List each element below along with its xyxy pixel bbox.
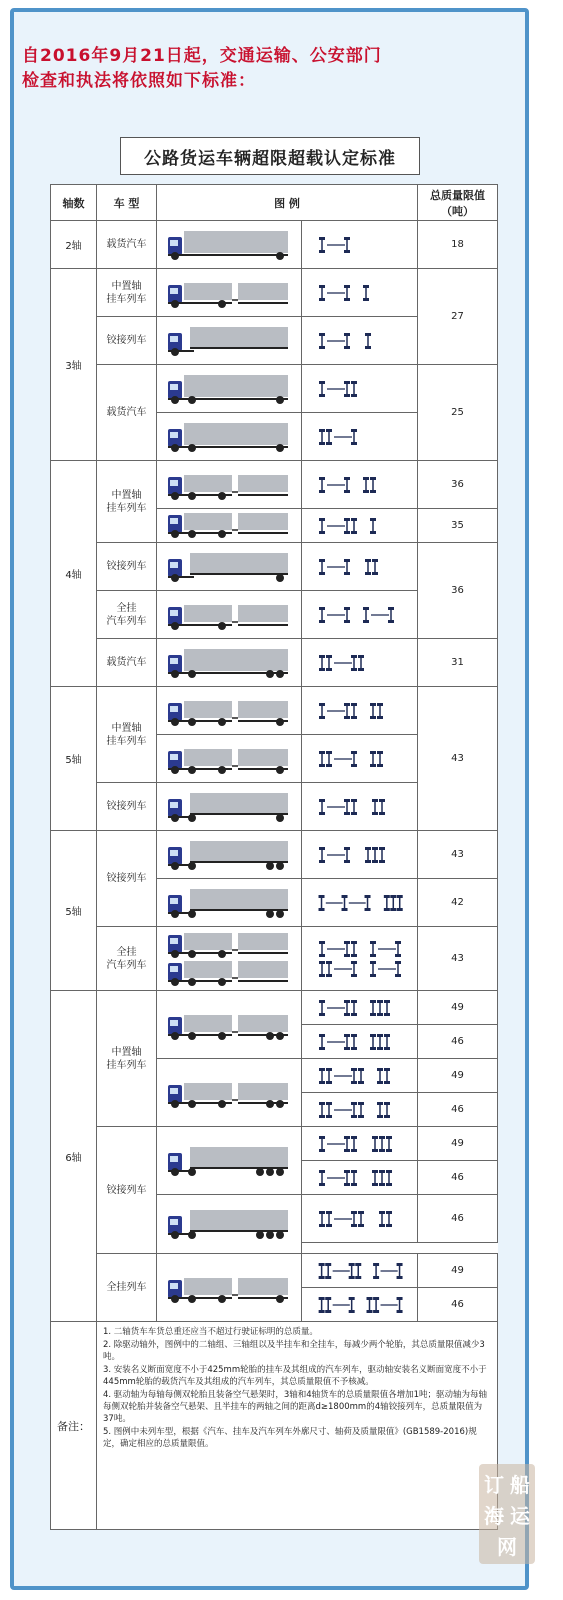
axle-diagram-image xyxy=(310,234,410,256)
axle-diagram xyxy=(302,1093,418,1127)
truck-image xyxy=(164,1272,294,1304)
truck-image xyxy=(164,469,294,501)
axle-diagram xyxy=(302,1161,418,1195)
note-item: 2. 除驱动轴外，图例中的二轴组、三轴组以及半挂车和全挂车，每减少两个轮胎，其总质量限值减少3吨。 xyxy=(103,1340,485,1362)
truck-image xyxy=(164,513,294,539)
axle-diagram-image xyxy=(310,282,410,304)
axle-diagram xyxy=(302,991,418,1025)
watermark-logo xyxy=(479,1464,535,1564)
axle-diagram-image xyxy=(310,1295,410,1315)
truck-picture xyxy=(157,221,302,269)
axle-diagram xyxy=(302,927,418,991)
watermark-char: 海 xyxy=(484,1503,504,1528)
table-row xyxy=(51,991,498,1025)
mass-limit: 43 xyxy=(418,927,498,991)
watermark-char: 订 xyxy=(484,1472,504,1497)
truck-picture xyxy=(157,927,302,991)
note-item: 1. 二轴货车车货总重还应当不超过行驶证标明的总质量。 xyxy=(103,1327,318,1337)
axle-diagram xyxy=(302,413,418,461)
axle-diagram-image xyxy=(310,474,410,496)
axle-diagram-image xyxy=(310,1066,410,1086)
truck-image xyxy=(164,791,294,823)
truck-image xyxy=(164,1145,294,1177)
header-type: 车 型 xyxy=(97,185,157,221)
table-row xyxy=(51,221,498,269)
table-row xyxy=(51,461,498,509)
axle-diagram-image xyxy=(310,652,410,674)
truck-picture xyxy=(157,1059,302,1127)
axle-diagram xyxy=(302,879,418,927)
mass-limit: 49 xyxy=(418,1127,498,1161)
axle-diagram-image xyxy=(310,700,410,722)
mass-limit: 36 xyxy=(418,461,498,509)
header-mass-line1: 总质量限值 xyxy=(430,188,485,202)
axle-diagram xyxy=(302,365,418,413)
mass-limit: 35 xyxy=(418,509,498,543)
axle-count: 6轴 xyxy=(51,991,97,1322)
truck-image xyxy=(164,551,294,583)
mass-limit: 31 xyxy=(418,639,498,687)
axle-diagram-image xyxy=(310,939,410,959)
truck-image xyxy=(164,373,294,405)
truck-image xyxy=(164,229,294,261)
truck-picture xyxy=(157,1195,302,1254)
header-axle: 轴数 xyxy=(51,185,97,221)
axle-diagram-image xyxy=(310,330,410,352)
axle-count: 2轴 xyxy=(51,221,97,269)
table-row xyxy=(51,927,498,991)
table-row xyxy=(51,543,498,591)
note-item: 3. 安装名义断面宽度不小于425mm轮胎的挂车及其组成的汽车列车，驱动轴安装名义断面宽度不小于445mm轮胎的载货汽车及其组成的汽车列车，其总质量限值不予核减。 xyxy=(103,1365,487,1387)
truck-picture xyxy=(157,991,302,1059)
truck-image xyxy=(164,325,294,357)
truck-image xyxy=(164,1009,294,1041)
truck-picture xyxy=(157,639,302,687)
axle-diagram xyxy=(302,687,418,735)
mass-limit: 49 xyxy=(418,1059,498,1093)
axle-count: 4轴 xyxy=(51,461,97,687)
truck-image xyxy=(164,421,294,453)
axle-diagram-image xyxy=(310,604,410,626)
axle-diagram-image xyxy=(310,1100,410,1120)
table-row xyxy=(51,687,498,735)
truck-picture xyxy=(157,269,302,317)
mass-limit: 27 xyxy=(418,269,498,365)
table-row xyxy=(51,269,498,317)
truck-image xyxy=(164,887,294,919)
axle-diagram xyxy=(302,735,418,783)
notes-label: 备注： xyxy=(51,1322,97,1530)
axle-diagram xyxy=(302,831,418,879)
axle-diagram xyxy=(302,1025,418,1059)
axle-diagram-image xyxy=(310,1134,410,1154)
vehicle-type: 中置轴 挂车列车 xyxy=(97,269,157,317)
notes-content xyxy=(97,1322,498,1530)
mass-limit: 46 xyxy=(418,1161,498,1195)
axle-diagram xyxy=(302,317,418,365)
truck-picture xyxy=(157,735,302,783)
axle-diagram-image xyxy=(310,959,410,979)
vehicle-type: 铰接列车 xyxy=(97,543,157,591)
axle-diagram xyxy=(302,1254,418,1288)
table-row xyxy=(51,1254,498,1288)
vehicle-type: 中置轴 挂车列车 xyxy=(97,991,157,1127)
axle-diagram xyxy=(302,591,418,639)
truck-image xyxy=(164,839,294,871)
mass-limit: 46 xyxy=(418,1025,498,1059)
vehicle-type: 铰接列车 xyxy=(97,317,157,365)
truck-picture xyxy=(157,783,302,831)
truck-image xyxy=(164,647,294,679)
axle-diagram xyxy=(302,1195,418,1243)
truck-image xyxy=(164,277,294,309)
note-item: 5. 图例中未列车型，根据《汽车、挂车及汽车列车外廓尺寸、轴荷及质量限值》(GB1589-2016)规定，确定相应的总质量限值。 xyxy=(103,1427,477,1449)
table-row xyxy=(51,831,498,879)
axle-count: 5轴 xyxy=(51,687,97,831)
truck-picture xyxy=(157,831,302,879)
truck-picture xyxy=(157,365,302,413)
truck-picture xyxy=(157,879,302,927)
truck-picture xyxy=(157,413,302,461)
mass-limit: 43 xyxy=(418,831,498,879)
table-row xyxy=(51,1127,498,1161)
mass-limit: 46 xyxy=(418,1093,498,1127)
overload-standard-table xyxy=(50,184,498,1530)
mass-limit: 49 xyxy=(418,991,498,1025)
headline-line-2: 检查和执法将依照如下标准： xyxy=(22,71,256,91)
truck-picture xyxy=(157,461,302,509)
header-diagram: 图 例 xyxy=(157,185,418,221)
axle-count: 5轴 xyxy=(51,831,97,991)
mass-limit: 46 xyxy=(418,1288,498,1322)
mass-limit: 25 xyxy=(418,365,498,461)
truck-image xyxy=(164,743,294,775)
axle-diagram xyxy=(302,1059,418,1093)
axle-diagram xyxy=(302,509,418,543)
table-row xyxy=(51,639,498,687)
axle-diagram xyxy=(302,269,418,317)
table-row xyxy=(51,365,498,413)
truck-picture xyxy=(157,687,302,735)
vehicle-type: 中置轴 挂车列车 xyxy=(97,687,157,783)
axle-diagram-image xyxy=(310,844,410,866)
note-item: 4. 驱动轴为每轴每侧双轮胎且装备空气悬架时，3轴和4轴货车的总质量限值各增加1吨；驱动轴为每轴每侧双轮胎并装备空气悬架、且半挂车的两轴之间的距离d≥1800mm的4轴铰接列车，总质量限值为37吨。 xyxy=(103,1390,488,1424)
axle-diagram-image xyxy=(310,1208,410,1230)
vehicle-type: 载货汽车 xyxy=(97,221,157,269)
axle-diagram-image xyxy=(310,556,410,578)
watermark-char: 运 xyxy=(510,1503,530,1528)
truck-picture xyxy=(157,317,302,365)
truck-image xyxy=(164,959,294,987)
truck-image xyxy=(164,1077,294,1109)
truck-picture xyxy=(157,591,302,639)
axle-diagram-image xyxy=(310,516,410,536)
mass-limit: 46 xyxy=(418,1195,498,1243)
axle-diagram-image xyxy=(310,748,410,770)
axle-diagram-image xyxy=(310,796,410,818)
truck-image xyxy=(164,931,294,959)
mass-limit: 42 xyxy=(418,879,498,927)
vehicle-type: 铰接列车 xyxy=(97,1127,157,1254)
table-header-row xyxy=(51,185,498,221)
vehicle-type: 全挂 汽车列车 xyxy=(97,591,157,639)
axle-diagram xyxy=(302,543,418,591)
vehicle-type: 全挂 汽车列车 xyxy=(97,927,157,991)
axle-diagram xyxy=(302,221,418,269)
mass-limit: 18 xyxy=(418,221,498,269)
vehicle-type: 中置轴 挂车列车 xyxy=(97,461,157,543)
watermark-char: 船 xyxy=(510,1472,530,1497)
axle-count: 3轴 xyxy=(51,269,97,461)
truck-picture xyxy=(157,1127,302,1195)
header-mass-line2: （吨） xyxy=(441,204,474,218)
truck-image xyxy=(164,1208,294,1240)
axle-diagram-image xyxy=(310,1261,410,1281)
headline xyxy=(22,44,522,94)
axle-diagram xyxy=(302,639,418,687)
header-mass xyxy=(418,185,498,221)
vehicle-type: 全挂列车 xyxy=(97,1254,157,1322)
axle-diagram-image xyxy=(310,892,410,914)
axle-diagram-image xyxy=(310,1168,410,1188)
axle-diagram xyxy=(302,461,418,509)
watermark-char: 网 xyxy=(497,1534,517,1559)
axle-diagram-image xyxy=(310,378,410,400)
axle-diagram xyxy=(302,1127,418,1161)
vehicle-type: 铰接列车 xyxy=(97,831,157,927)
mass-limit: 43 xyxy=(418,687,498,831)
mass-limit: 49 xyxy=(418,1254,498,1288)
truck-picture xyxy=(157,1254,302,1322)
truck-picture xyxy=(157,509,302,543)
axle-diagram xyxy=(302,783,418,831)
truck-image xyxy=(164,599,294,631)
standard-title: 公路货运车辆超限超载认定标准 xyxy=(120,137,420,175)
vehicle-type: 载货汽车 xyxy=(97,365,157,461)
truck-image xyxy=(164,695,294,727)
vehicle-type: 载货汽车 xyxy=(97,639,157,687)
notes-row xyxy=(51,1322,498,1530)
axle-diagram-image xyxy=(310,426,410,448)
axle-diagram xyxy=(302,1288,418,1322)
axle-diagram-image xyxy=(310,1032,410,1052)
vehicle-type: 铰接列车 xyxy=(97,783,157,831)
truck-picture xyxy=(157,543,302,591)
headline-line-1: 自2016年9月21日起，交通运输、公安部门 xyxy=(22,46,382,66)
axle-diagram-image xyxy=(310,998,410,1018)
mass-limit: 36 xyxy=(418,543,498,639)
